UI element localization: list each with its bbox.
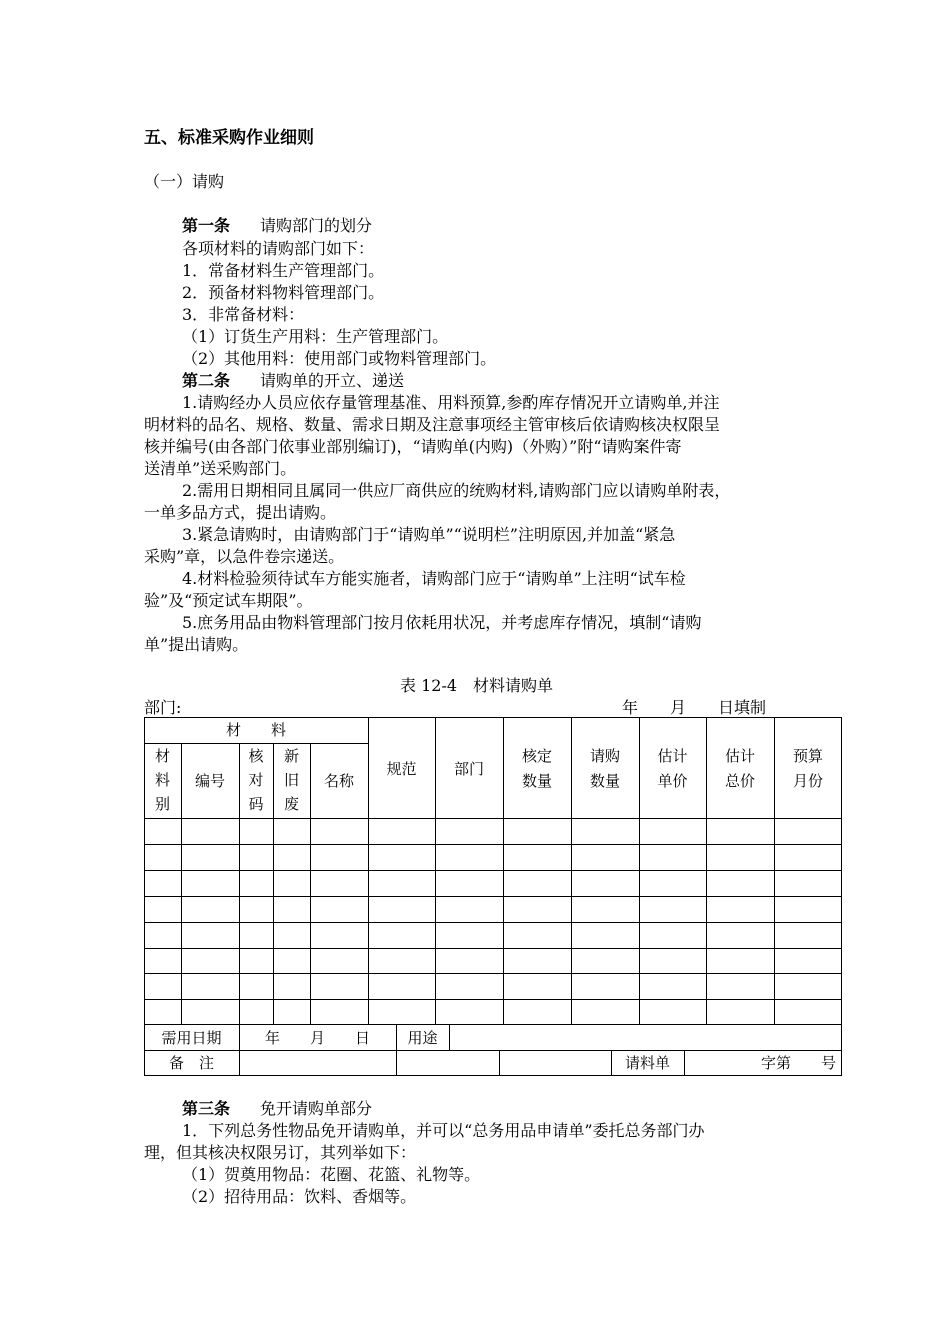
header-material-group: 材 料 (225, 721, 286, 739)
article-2-line: 1.请购经办人员应依存量管理基准、用料预算,参酌库存情况开立请购单,并注 (182, 393, 720, 412)
article-2-line: 4.材料检验须待试车方能实施者，请购部门应于“请购单”上注明“试车检 (182, 569, 686, 588)
header-name: 名称 (323, 772, 354, 790)
article-2-label: 第二条 (182, 371, 231, 390)
header-dept: 部门 (453, 760, 484, 778)
header-check-char: 码 (248, 795, 264, 813)
header-budget-month: 月份 (792, 772, 823, 790)
article-2-line: 5.庶务用品由物料管理部门按月依耗用状况，并考虑库存情况，填制“请购 (182, 613, 702, 632)
header-approved-qty: 数量 (521, 772, 552, 790)
header-condition-char: 新 (283, 747, 299, 765)
article-2-title: 请购单的开立、递送 (260, 371, 405, 390)
header-budget-month: 预算 (792, 747, 823, 765)
header-spec: 规范 (386, 760, 417, 778)
article-3-line: （1）贺奠用物品：花圈、花篮、礼物等。 (182, 1165, 481, 1184)
subsection-title: （一）请购 (144, 172, 225, 191)
header-category-char: 材 (154, 747, 170, 765)
article-2-line: 采购”章，以急件卷宗递送。 (144, 547, 345, 566)
header-condition-char: 废 (283, 795, 299, 813)
purpose-label: 用途 (407, 1029, 438, 1047)
article-3-line: 1．下列总务性物品免开请购单，并可以“总务用品申请单”委托总务部门办 (182, 1121, 705, 1140)
need-date-value: 年 月 日 (264, 1029, 370, 1047)
article-1-line: （2）其他用料：使用部门或物料管理部门。 (182, 349, 497, 368)
article-2-line: 核并编号(由各部门依事业部别编订)，“请购单(内购)（外购）”附“请购案件寄 (144, 437, 682, 456)
article-3-title: 免开请购单部分 (260, 1099, 373, 1118)
header-check-char: 对 (248, 771, 264, 789)
form-caption: 表 12-4 材料请购单 (400, 676, 554, 695)
header-total-price: 总价 (724, 772, 755, 790)
article-1-label: 第一条 (182, 216, 231, 235)
article-2-line: 单”提出请购。 (144, 635, 249, 654)
requisition-table (144, 717, 842, 1076)
header-unit-price: 单价 (657, 772, 688, 790)
article-1-line: 1．常备材料生产管理部门。 (182, 261, 385, 280)
header-category-char: 别 (154, 795, 170, 813)
header-requested-qty: 请购 (589, 747, 620, 765)
header-unit-price: 估计 (657, 747, 688, 765)
article-1-line: 2．预备材料物料管理部门。 (182, 283, 385, 302)
article-2-line: 2.需用日期相同且属同一供应厂商供应的统购材料,请购部门应以请购单附表， (182, 481, 731, 500)
section-title: 五、标准采购作业细则 (144, 128, 314, 148)
article-3-label: 第三条 (182, 1099, 231, 1118)
article-1-line: 各项材料的请购部门如下： (182, 239, 375, 258)
date-fill: 年 月 日填制 (622, 698, 767, 717)
header-code: 编号 (194, 772, 225, 790)
header-approved-qty: 核定 (521, 747, 552, 765)
requisition-label: 请料单 (624, 1054, 670, 1072)
article-2-line: 验”及“预定试车期限”。 (144, 591, 313, 610)
word-number: 字第 号 (760, 1054, 836, 1072)
article-2-line: 一单多品方式，提出请购。 (144, 503, 337, 522)
article-1-title: 请购部门的划分 (260, 216, 373, 235)
article-1-line: （1）订货生产用料：生产管理部门。 (182, 327, 449, 346)
article-3-line: 理，但其核决权限另订，其列举如下： (144, 1143, 417, 1162)
header-category-char: 料 (154, 771, 170, 789)
article-2-line: 3.紧急请购时，由请购部门于“请购单”“说明栏”注明原因,并加盖“紧急 (182, 525, 676, 544)
article-2-line: 明材料的品名、规格、数量、需求日期及注意事项经主管审核后依请购核决权限呈 (144, 415, 721, 434)
need-date-label: 需用日期 (161, 1029, 222, 1047)
article-1-line: 3．非常备材料： (182, 305, 305, 324)
dept-label: 部门: (144, 698, 182, 717)
remarks-label: 备 注 (168, 1054, 214, 1072)
header-requested-qty: 数量 (589, 772, 620, 790)
header-condition-char: 旧 (283, 771, 299, 789)
article-2-line: 送清单”送采购部门。 (144, 459, 297, 478)
header-total-price: 估计 (724, 747, 755, 765)
article-3-line: （2）招待用品：饮料、香烟等。 (182, 1187, 417, 1206)
header-check-char: 核 (248, 747, 264, 765)
